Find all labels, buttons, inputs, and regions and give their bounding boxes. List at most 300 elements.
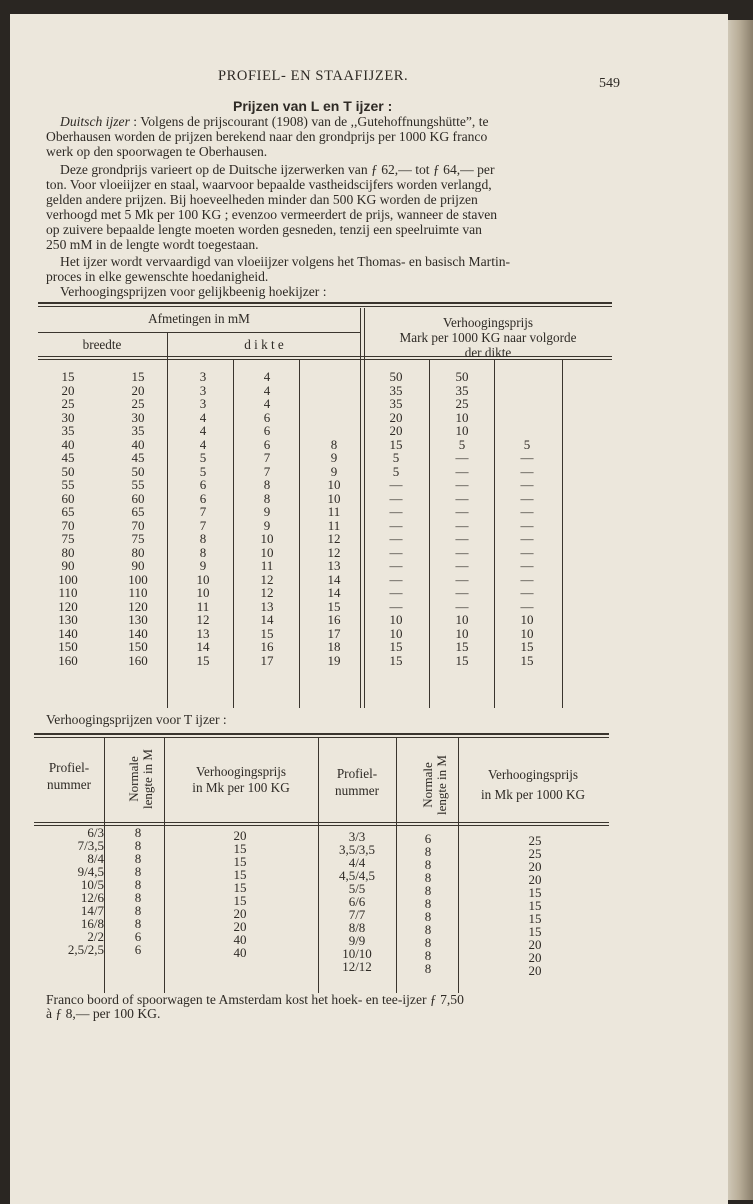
table1-col-dikte-3-cell: 14: [327, 571, 341, 587]
table2-col-left-lengte-cell: 6: [134, 942, 142, 957]
table2-header-prijs-right-1: Verhoogingsprijs: [487, 767, 579, 782]
table2-col-right-profiel-cell: 9/9: [348, 933, 366, 948]
table1-header-breedte: breedte: [82, 337, 122, 352]
table1-header-verhooging-1: Verhoogingsprijs: [442, 315, 534, 330]
page-header: PROFIEL- EN STAAFIJZER.: [218, 68, 409, 84]
table1-vline-3: [299, 360, 300, 708]
table1-col-prijs-3-cell: —: [520, 544, 534, 560]
table1-col-breedte-b-cell: 15: [131, 369, 145, 384]
table1-col-dikte-1-cell: 3: [199, 396, 207, 411]
table1-col-dikte-3-cell: 18: [327, 639, 341, 654]
table1-col-breedte-a-cell: 20: [61, 382, 75, 398]
page-edge: [728, 20, 753, 1200]
table2-vline-1: [104, 738, 105, 993]
table2-caption: Verhoogingsprijzen voor T ijzer :: [46, 712, 227, 727]
table1-col-dikte-2-cell: 8: [263, 490, 271, 506]
table1-col-prijs-1-cell: 15: [389, 652, 403, 668]
table1-col-prijs-2-cell: —: [455, 585, 469, 600]
table1-col-breedte-a-cell: 75: [61, 531, 75, 546]
table2-col-right-prijs-cell: 20: [528, 950, 542, 965]
table2-col-left-lengte-cell: 8: [134, 838, 142, 853]
table1-col-prijs-1-cell: 50: [389, 369, 403, 384]
table1-col-prijs-3-cell: —: [520, 598, 534, 614]
table1-col-prijs-2-cell: 50: [455, 369, 469, 384]
table1-col-prijs-1-cell: 10: [389, 612, 403, 627]
table1-col-dikte-2-cell: 4: [263, 396, 271, 411]
table2-header-lengte-right-2: lengte in M: [434, 755, 449, 815]
table1-col-prijs-1: [376, 370, 416, 667]
table1-col-dikte-2-cell: 4: [263, 369, 271, 384]
table1-col-prijs-3-cell: —: [520, 571, 534, 587]
table1-col-prijs-3-cell: —: [520, 463, 534, 479]
table2-col-left-prijs-cell: 40: [233, 932, 247, 947]
table2-col-left-prijs-cell: 20: [233, 906, 247, 921]
table2-col-right-prijs-cell: 15: [528, 911, 542, 926]
table1-col-dikte-1-cell: 7: [199, 504, 207, 519]
table1-col-breedte-a-cell: 45: [61, 450, 75, 465]
table1-col-prijs-2-cell: —: [455, 517, 469, 533]
table2-col-right-prijs-cell: 20: [528, 859, 542, 874]
table1-col-prijs-2-cell: —: [455, 477, 469, 492]
paragraph2-line4: verhoogd met 5 Mk per 100 KG ; evenzoo vermeerdert de prijs, wanneer de staven: [46, 207, 498, 222]
table1-col-prijs-2-cell: —: [455, 531, 469, 546]
table2-col-left-lengte-cell: 8: [134, 890, 142, 905]
table2-col-left-prijs-cell: 20: [233, 919, 247, 934]
table1-col-prijs-1-cell: 5: [392, 450, 400, 465]
table1-col-breedte-a-cell: 25: [61, 396, 75, 411]
table2-col-right-profiel-cell: 10/10: [342, 946, 372, 961]
table1-col-breedte-b-cell: 60: [131, 490, 145, 506]
paragraph2-line3: gelden andere prijzen. Bij hoeveelheden minder dan 500 KG worden de prijzen: [46, 192, 478, 207]
table2-col-left-lengte-cell: 8: [134, 877, 142, 892]
table2-header-lengte-1: Normale: [126, 756, 141, 802]
table1-col-dikte-3-cell: [314, 370, 354, 384]
table2-col-right-prijs-cell: 15: [528, 924, 542, 939]
table2-top-rule: [34, 733, 609, 735]
table2-col-left-prijs-cell: 15: [233, 867, 247, 882]
paragraph1-line3: werk op den spoorwagen te Oberhausen.: [46, 144, 268, 159]
table1-vline-5: [429, 360, 430, 708]
table1-col-dikte-3-cell: 10: [327, 490, 341, 506]
table2-col-left-profiel-cell: 2,5/2,5: [67, 942, 104, 957]
table2-col-right-prijs-cell: 20: [528, 963, 542, 978]
paragraph2-line5: op zuivere bepaalde lengte moeten worden gesneden, tenzij een speelruimte van: [46, 222, 482, 237]
table1-col-breedte-b-cell: 30: [131, 409, 145, 425]
table2-col-right-profiel-cell: 3/3: [348, 829, 366, 844]
table2-col-right-profiel-cell: 6/6: [348, 894, 366, 909]
paragraph1-line2: Oberhausen worden de prijzen berekend naar den grondprijs per 1000 KG franco: [46, 129, 488, 144]
table1-col-dikte-1-cell: 10: [196, 571, 210, 587]
paragraph1-italic: Duitsch ijzer: [60, 114, 130, 129]
table1-col-dikte-1-cell: 4: [199, 409, 207, 425]
table1-header-verhooging-2: Mark per 1000 KG naar volgorde: [399, 330, 577, 345]
table2-header-profiel-1: Profiel-: [48, 760, 90, 775]
table1-col-dikte-1-cell: 14: [196, 639, 210, 654]
paragraph2-line1: Deze grondprijs varieert op de Duitsche ijzerwerken van ƒ 62,— tot ƒ 64,— per: [60, 162, 495, 177]
table2-header-profiel-right-1: Profiel-: [336, 766, 378, 781]
table2-header-rule: [34, 822, 609, 823]
table1-col-prijs-3-cell: —: [520, 477, 534, 492]
table1-col-dikte-1-cell: 3: [199, 382, 207, 398]
table2-col-right-profiel-cell: 8/8: [348, 920, 366, 935]
table2-col-right-lengte-cell: 8: [424, 961, 432, 976]
table2-col-right-lengte: [408, 832, 448, 975]
table1-col-breedte-b-cell: 65: [131, 504, 145, 519]
table1-col-breedte-b-cell: 110: [128, 585, 148, 600]
table1-col-breedte-b-cell: 20: [131, 382, 145, 398]
table1-vline-4: [360, 308, 361, 708]
table1-col-breedte-b-cell: 35: [131, 423, 145, 438]
table1-col-dikte-3-cell: 8: [330, 436, 338, 452]
table1-col-prijs-1-cell: —: [389, 490, 403, 506]
table1-col-dikte-3-cell: 17: [327, 625, 341, 641]
table1-col-dikte-3-cell: 10: [327, 477, 341, 492]
table1-col-breedte-a-cell: 50: [61, 463, 75, 479]
table2-col-right-lengte-cell: 8: [424, 909, 432, 924]
table1-col-breedte-b-cell: 50: [131, 463, 145, 479]
paragraph2-line2: ton. Voor vloeiijzer en staal, waarvoor bepaalde vastheidscijfers worden verlangd,: [46, 177, 492, 192]
table1-col-prijs-1-cell: 15: [389, 436, 403, 452]
paragraph3-line1: Het ijzer wordt vervaardigd van vloeiijzer volgens het Thomas- en basisch Martin-: [60, 254, 511, 269]
table1-col-prijs-1-cell: —: [389, 571, 403, 587]
table1-vline-2: [233, 360, 234, 708]
table1-col-dikte-3-cell: 14: [327, 585, 341, 600]
table2-col-left-lengte-cell: 8: [134, 903, 142, 918]
table1-col-dikte-1-cell: 3: [199, 369, 207, 384]
table1-col-breedte-a-cell: 40: [61, 436, 75, 452]
table2-col-left-profiel-cell: 10/5: [80, 877, 104, 892]
table1-col-breedte-b-cell: 100: [128, 571, 148, 587]
table1-col-prijs-1-cell: —: [389, 531, 403, 546]
table1-header-afmetingen: Afmetingen in mM: [148, 311, 250, 326]
table1-col-breedte-a: [48, 370, 88, 667]
table2-header-prijs-right-2: in Mk per 1000 KG: [480, 787, 586, 802]
table1-col-prijs-3-cell: —: [520, 531, 534, 546]
table1-col-prijs-1-cell: 35: [389, 396, 403, 411]
table1-col-prijs-1-cell: 20: [389, 423, 403, 438]
table2-col-left-profiel-cell: 6/3: [87, 825, 104, 840]
table1-col-breedte-a-cell: 140: [58, 625, 78, 641]
table2-col-left-profiel-cell: 8/4: [87, 851, 104, 866]
table1-sub-rule: [38, 332, 360, 333]
table1-col-dikte-2-cell: 6: [263, 423, 271, 438]
table1-col-dikte-1-cell: 13: [196, 625, 210, 641]
table1-col-breedte-a-cell: 130: [58, 612, 78, 627]
table2-header-prijs-2: in Mk per 100 KG: [192, 780, 290, 795]
table1-col-prijs-2-cell: —: [455, 490, 469, 506]
table1-col-dikte-2-cell: 15: [260, 625, 274, 641]
table1-col-breedte-a-cell: 100: [58, 571, 78, 587]
table2-col-left-profiel-cell: 16/8: [80, 916, 104, 931]
table2-col-right-prijs: [505, 834, 565, 977]
table1-col-prijs-3-cell: 10: [520, 612, 534, 627]
table1-col-breedte-b-cell: 40: [131, 436, 145, 452]
table2-col-right-prijs-cell: 15: [528, 898, 542, 913]
table1-col-dikte-2-cell: 11: [260, 558, 274, 573]
table1-col-prijs-1-cell: 10: [389, 625, 403, 641]
table1-col-breedte-b: [118, 370, 158, 667]
table1-col-prijs-2-cell: 10: [455, 612, 469, 627]
table1-col-breedte-b-cell: 140: [128, 625, 148, 641]
table1-col-prijs-1-cell: —: [389, 558, 403, 573]
table2-col-right-profiel-cell: 5/5: [348, 881, 366, 896]
table1-col-dikte-3: [314, 370, 354, 667]
table1-col-breedte-a-cell: 80: [61, 544, 75, 560]
table1-col-dikte-3-cell: 11: [327, 517, 341, 533]
table1-col-prijs-3-cell: —: [520, 450, 534, 465]
table1-col-dikte-2-cell: 8: [263, 477, 271, 492]
table1-col-prijs-3-cell: [507, 424, 547, 438]
table2-col-right-prijs-cell: 20: [528, 937, 542, 952]
table1-col-dikte-3-cell: 19: [327, 652, 341, 668]
table1-col-dikte-2-cell: 9: [263, 504, 271, 519]
section-subtitle: Prijzen van L en T ijzer :: [233, 98, 393, 114]
table2-col-left-lengte: [118, 826, 158, 956]
table1-col-prijs-1-cell: 20: [389, 409, 403, 425]
table1-col-prijs-1-cell: —: [389, 517, 403, 533]
table1-col-breedte-a-cell: 65: [61, 504, 75, 519]
table1-col-prijs-2-cell: 10: [455, 625, 469, 641]
table1-top-rule: [38, 302, 612, 304]
table1-header-verhooging-3: der dikte: [464, 345, 512, 360]
footer-line2: à ƒ 8,— per 100 KG.: [46, 1006, 161, 1021]
page-number: 549: [599, 76, 620, 91]
table2-col-left-lengte-cell: 8: [134, 864, 142, 879]
table2-col-right-lengte-cell: 8: [424, 844, 432, 859]
table1-col-dikte-1-cell: 4: [199, 436, 207, 452]
table2-col-right-lengte-cell: 8: [424, 935, 432, 950]
table1-col-dikte-2-cell: 10: [260, 531, 274, 546]
table1-col-dikte-1-cell: 8: [199, 544, 207, 560]
table2-col-right-lengte-cell: 8: [424, 857, 432, 872]
table1-col-prijs-2-cell: 10: [455, 409, 469, 425]
paragraph1-line1: [60, 114, 489, 129]
table1-col-prijs-2: [442, 370, 482, 667]
paragraph1-text: : Volgens de prijscourant (1908) van de ,,Gutehoffnungshütte”, te: [133, 114, 489, 129]
table1-col-breedte-a-cell: 150: [58, 639, 78, 654]
table2-header-profiel-2: nummer: [47, 777, 91, 792]
table1-col-dikte-2-cell: 16: [260, 639, 274, 654]
table1-col-dikte-1-cell: 9: [199, 558, 207, 573]
table1-col-breedte-b-cell: 130: [128, 612, 148, 627]
table2-col-right-lengte-cell: 6: [424, 831, 432, 846]
table1-col-prijs-2-cell: —: [455, 450, 469, 465]
table1-col-prijs-2-cell: —: [455, 463, 469, 479]
table1-col-dikte-1: [183, 370, 223, 667]
table1-col-prijs-3-cell: —: [520, 490, 534, 506]
table1-col-dikte-1-cell: 4: [199, 423, 207, 438]
table1-col-dikte-3-cell: [314, 411, 354, 425]
table1-header-dikte: d i k t e: [244, 337, 284, 352]
table1-col-dikte-2-cell: 13: [260, 598, 274, 614]
table1-col-prijs-3-cell: —: [520, 504, 534, 519]
table2-col-left-profiel: [34, 826, 104, 956]
table1-col-dikte-2-cell: 12: [260, 585, 274, 600]
table1-vline-4b: [364, 308, 365, 708]
table2-col-left-prijs-cell: 15: [233, 880, 247, 895]
table1-col-prijs-2-cell: —: [455, 504, 469, 519]
table2-col-right-profiel: [318, 830, 396, 973]
table2-col-right-profiel-cell: 7/7: [348, 907, 366, 922]
table1-col-prijs-3-cell: 10: [520, 625, 534, 641]
table1-col-dikte-1-cell: 10: [196, 585, 210, 600]
table2-header-profiel-right-2: nummer: [335, 783, 379, 798]
table2-header-lengte-right-1: Normale: [420, 762, 435, 808]
table1-col-dikte-1-cell: 5: [199, 450, 207, 465]
table2-col-left-prijs-cell: 15: [233, 841, 247, 856]
paragraph3-line2: proces in elke gewenschte hoedanigheid.: [46, 269, 269, 284]
table1-vline-1: [167, 333, 168, 708]
table2-vline-4: [396, 738, 397, 993]
table2-col-right-prijs-cell: 15: [528, 885, 542, 900]
table1-col-prijs-2-cell: —: [455, 598, 469, 614]
table1-col-dikte-3-cell: 9: [330, 450, 338, 465]
table1-col-dikte-3-cell: 16: [327, 612, 341, 627]
table2-col-right-profiel-cell: 3,5/3,5: [338, 842, 376, 857]
table1-vline-7: [562, 360, 563, 708]
table1-col-dikte-3-cell: 12: [327, 544, 341, 560]
table1-col-dikte-1-cell: 6: [199, 477, 207, 492]
table1-col-dikte-3-cell: [314, 397, 354, 411]
table1-col-prijs-3-cell: 15: [520, 652, 534, 668]
table1-col-dikte-2-cell: 14: [260, 612, 274, 627]
paragraph2-line6: 250 mM in de lengte wordt toegestaan.: [46, 237, 259, 252]
table1-col-prijs-3: [507, 370, 547, 667]
table1-col-dikte-1-cell: 11: [196, 598, 210, 614]
table1-col-prijs-1-cell: 5: [392, 463, 400, 479]
table2-col-left-lengte-cell: 8: [134, 916, 142, 931]
table1-col-dikte-2-cell: 6: [263, 436, 271, 452]
table2-col-left-profiel-cell: 9/4,5: [77, 864, 104, 879]
table1-col-prijs-3-cell: [507, 397, 547, 411]
table1-col-dikte-2: [247, 370, 287, 667]
table1-col-prijs-2-cell: 10: [455, 423, 469, 438]
table1-col-breedte-b-cell: 70: [131, 517, 145, 533]
table1-col-breedte-a-cell: 35: [61, 423, 75, 438]
table1-col-prijs-1-cell: —: [389, 598, 403, 614]
table1-col-dikte-3-cell: 12: [327, 531, 341, 546]
table2-col-left-profiel-cell: 7/3,5: [77, 838, 104, 853]
table1-col-dikte-2-cell: 6: [263, 409, 271, 425]
table1-col-breedte-a-cell: 90: [61, 558, 75, 573]
table2-col-left-lengte-cell: 8: [134, 851, 142, 866]
table1-col-prijs-3-cell: [507, 370, 547, 384]
table1-caption: Verhoogingsprijzen voor gelijkbeenig hoekijzer :: [60, 284, 327, 299]
table2-col-right-profiel-cell: 4,5/4,5: [338, 868, 376, 883]
table1-col-dikte-2-cell: 12: [260, 571, 274, 587]
table2-col-left-profiel-cell: 12/6: [80, 890, 104, 905]
table2-col-right-lengte-cell: 8: [424, 883, 432, 898]
table1-col-breedte-a-cell: 160: [58, 652, 78, 668]
table1-col-breedte-a-cell: 120: [58, 598, 78, 614]
table1-col-prijs-1-cell: —: [389, 544, 403, 560]
table1-col-dikte-3-cell: 13: [327, 558, 341, 573]
table2-header-lengte-2: lengte in M: [140, 749, 155, 809]
table1-col-dikte-1-cell: 8: [199, 531, 207, 546]
table1-col-breedte-a-cell: 30: [61, 409, 75, 425]
table2-col-right-lengte-cell: 8: [424, 896, 432, 911]
table1-col-prijs-3-cell: 15: [520, 639, 534, 654]
table2-col-right-prijs-cell: 20: [528, 872, 542, 887]
table2-col-right-prijs-cell: 25: [528, 833, 542, 848]
table1-col-breedte-b-cell: 90: [131, 558, 145, 573]
table1-col-breedte-b-cell: 150: [128, 639, 148, 654]
table2-header-prijs-1: Verhoogingsprijs: [195, 764, 287, 779]
table1-col-dikte-1-cell: 12: [196, 612, 210, 627]
table1-col-prijs-1-cell: 15: [389, 639, 403, 654]
table1-col-breedte-b-cell: 55: [131, 477, 145, 492]
table2-col-right-lengte-cell: 8: [424, 948, 432, 963]
table1-col-prijs-3-cell: —: [520, 558, 534, 573]
table1-col-breedte-b-cell: 75: [131, 531, 145, 546]
table2-col-left-prijs-cell: 40: [233, 945, 247, 960]
table1-col-dikte-2-cell: 9: [263, 517, 271, 533]
table1-col-breedte-b-cell: 160: [128, 652, 148, 668]
table2-col-left-prijs: [210, 829, 270, 959]
table2-col-right-lengte-cell: 8: [424, 922, 432, 937]
table2-col-left-prijs-cell: 20: [233, 828, 247, 843]
table2-col-left-lengte-cell: 6: [134, 929, 142, 944]
table1-top-rule2: [38, 306, 612, 307]
table1-col-dikte-3-cell: 15: [327, 598, 341, 614]
table2-top-rule2: [34, 737, 609, 738]
table1-col-prijs-3-cell: 5: [523, 436, 531, 452]
table1-col-breedte-b-cell: 25: [131, 396, 145, 411]
table1-col-dikte-1-cell: 7: [199, 517, 207, 533]
table1-col-dikte-2-cell: 4: [263, 382, 271, 398]
table1-col-breedte-a-cell: 60: [61, 490, 75, 506]
table2-col-left-profiel-cell: 2/2: [87, 929, 104, 944]
table1-col-prijs-2-cell: 25: [455, 396, 469, 411]
table1-col-dikte-3-cell: 11: [327, 504, 341, 519]
table2-col-right-profiel-cell: 4/4: [348, 855, 366, 870]
table1-col-dikte-3-cell: 9: [330, 463, 338, 479]
table1-col-prijs-2-cell: 15: [455, 639, 469, 654]
table1-col-dikte-3-cell: [314, 424, 354, 438]
table1-col-breedte-b-cell: 120: [128, 598, 148, 614]
table2-col-right-prijs-cell: 25: [528, 846, 542, 861]
table2-col-right-lengte-cell: 8: [424, 870, 432, 885]
table1-col-prijs-3-cell: —: [520, 517, 534, 533]
table1-col-prijs-2-cell: 5: [458, 436, 466, 452]
table1-col-prijs-1-cell: —: [389, 504, 403, 519]
table1-col-prijs-2-cell: —: [455, 544, 469, 560]
table2-col-left-lengte-cell: 8: [134, 825, 142, 840]
table1-col-dikte-2-cell: 7: [263, 463, 271, 479]
table1-col-breedte-b-cell: 45: [131, 450, 145, 465]
table1-col-prijs-1-cell: —: [389, 585, 403, 600]
table1-col-breedte-a-cell: 70: [61, 517, 75, 533]
table1-col-prijs-3-cell: —: [520, 585, 534, 600]
table1-col-breedte-a-cell: 15: [61, 369, 75, 384]
table1-col-dikte-2-cell: 10: [260, 544, 274, 560]
table2-col-left-prijs-cell: 15: [233, 854, 247, 869]
table1-col-prijs-2-cell: 35: [455, 382, 469, 398]
table1-col-breedte-b-cell: 80: [131, 544, 145, 560]
table1-col-prijs-2-cell: 15: [455, 652, 469, 668]
table2-col-left-profiel-cell: 14/7: [80, 903, 104, 918]
table1-col-breedte-a-cell: 110: [58, 585, 78, 600]
footer-line1: Franco boord of spoorwagen te Amsterdam kost het hoek- en tee-ijzer ƒ 7,50: [46, 992, 464, 1007]
table1-col-prijs-1-cell: 35: [389, 382, 403, 398]
table2-col-right-profiel-cell: 12/12: [342, 959, 372, 974]
table1-col-dikte-2-cell: 17: [260, 652, 274, 668]
table1-col-prijs-3-cell: [507, 411, 547, 425]
table1-col-breedte-a-cell: 55: [61, 477, 75, 492]
table1-col-prijs-3-cell: [507, 384, 547, 398]
table2-col-left-prijs-cell: 15: [233, 893, 247, 908]
table1-col-dikte-1-cell: 5: [199, 463, 207, 479]
